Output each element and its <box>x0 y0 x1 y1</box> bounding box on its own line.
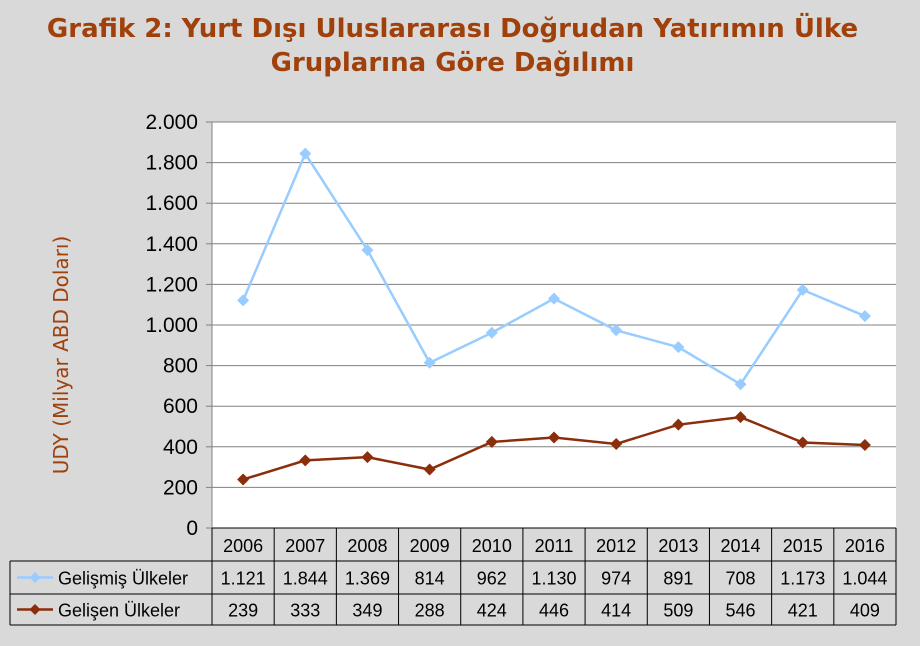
x-category-label: 2010 <box>471 536 512 556</box>
table-value: 349 <box>352 600 383 621</box>
x-category-label: 2016 <box>844 536 885 556</box>
x-category-label: 2014 <box>720 536 761 556</box>
table-value: 288 <box>414 600 445 621</box>
x-category-label: 2013 <box>658 536 699 556</box>
y-tick-label: 0 <box>186 517 198 540</box>
x-category-label: 2007 <box>285 536 326 556</box>
y-axis-label: UDY (Milyar ABD Doları) <box>49 235 73 475</box>
y-tick-label: 1.600 <box>145 192 198 216</box>
legend-label-gelismis: Gelişmiş Ülkeler <box>58 568 189 589</box>
table-value: 414 <box>601 600 632 621</box>
legend-marker-gelismis <box>30 572 41 583</box>
legend-marker-gelisen <box>30 604 41 615</box>
table-value: 962 <box>476 568 507 589</box>
table-value: 814 <box>414 568 445 589</box>
y-tick-label: 2.000 <box>145 111 198 134</box>
table-value: 409 <box>849 600 880 621</box>
table-value: 424 <box>476 600 507 621</box>
table-value: 1.130 <box>531 568 577 589</box>
y-tick-label: 800 <box>162 354 198 378</box>
legend-label-gelisen: Gelişen Ülkeler <box>58 600 181 621</box>
table-value: 1.121 <box>220 568 266 589</box>
x-category-label: 2008 <box>347 536 388 556</box>
x-category-label: 2015 <box>782 536 823 556</box>
x-category-label: 2009 <box>409 536 450 556</box>
table-value: 446 <box>538 600 570 621</box>
y-tick-label: 600 <box>162 395 198 419</box>
table-value: 974 <box>601 568 632 589</box>
chart-title-line-1: Grafik 2: Yurt Dışı Uluslararası Doğrudan Yatırımın Ülke <box>46 14 859 44</box>
x-category-label: 2011 <box>534 536 574 556</box>
table-value: 239 <box>228 600 259 621</box>
y-tick-label: 1.400 <box>145 232 198 256</box>
y-tick-label: 1.800 <box>145 151 198 175</box>
y-tick-label: 200 <box>162 476 198 500</box>
y-tick-label: 1.200 <box>145 273 198 297</box>
table-value: 1.369 <box>344 568 390 589</box>
table-value: 333 <box>290 600 321 621</box>
x-category-label: 2006 <box>223 536 264 556</box>
table-value: 1.844 <box>282 568 328 589</box>
table-value: 708 <box>725 568 756 589</box>
y-tick-label: 400 <box>162 435 198 459</box>
table-value: 546 <box>725 600 756 621</box>
y-tick-label: 1.000 <box>145 314 198 337</box>
table-value: 891 <box>663 568 694 589</box>
chart-title-line-2: Gruplarına Göre Dağılımı <box>270 48 635 78</box>
table-value: 1.044 <box>842 568 888 589</box>
table-value: 509 <box>663 600 694 621</box>
table-value: 1.173 <box>780 568 826 589</box>
x-category-label: 2012 <box>596 536 637 556</box>
table-value: 421 <box>787 600 818 621</box>
